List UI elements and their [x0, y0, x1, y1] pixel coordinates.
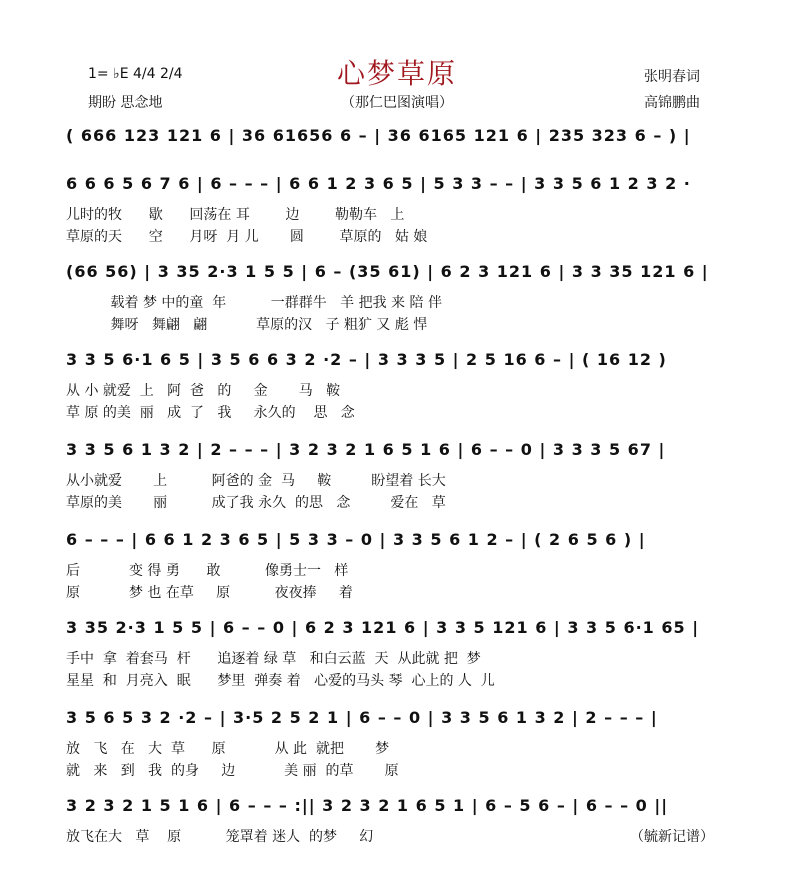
song-title: 心梦草原	[336, 57, 457, 90]
notation-line: 3 3 5 6·1 6 5 | 3 5 6 6 3 2 ·2 – | 3 3 3 5 | 2 5 16 6 – | ( 16 12 )	[66, 350, 667, 369]
notation-line: 3 35 2·3 1 5 5 | 6 – – 0 | 6 2 3 121 6 | 3 3 5 121 6 | 3 3 5 6·1 65 |	[66, 618, 700, 637]
transcriber-credit: （毓新记谱）	[630, 829, 714, 845]
lyrics-verse-1: 从小就爱 上 阿爸的 金 马 鞍 盼望着 长大	[66, 473, 446, 489]
notation-line: 3 3 5 6 1 3 2 | 2 – – – | 3 2 3 2 1 6 5 1 6 | 6 – – 0 | 3 3 3 5 67 |	[66, 440, 666, 459]
notation-line: 3 2 3 2 1 5 1 6 | 6 – – – :|| 3 2 3 2 1 6 5 1 | 6 – 5 6 – | 6 – – 0 ||	[66, 796, 669, 815]
lyrics-verse-1: 放 飞 在 大 草 原 从 此 就把 梦	[66, 741, 390, 757]
lyrics-verse-2: 就 来 到 我 的身 边 美 丽 的草 原	[66, 763, 399, 779]
lyrics-verse-1: 放飞在大 草 原 笼罩着 迷人 的梦 幻	[66, 829, 374, 845]
notation-line: 6 – – – | 6 6 1 2 3 6 5 | 5 3 3 – 0 | 3 3 5 6 1 2 – | ( 2 6 5 6 ) |	[66, 530, 646, 549]
lyricist-credit: 张明春词	[644, 69, 700, 85]
lyrics-verse-1: 儿时的牧 歇 回荡在 耳 边 勒勒车 上	[66, 207, 405, 223]
lyrics-verse-1: 后 变 得 勇 敢 像勇士一 样	[66, 563, 349, 579]
lyrics-verse-2: 草原的美 丽 成了我 永久 的思 念 爱在 草	[66, 495, 446, 511]
lyrics-verse-1: 手中 拿 着套马 杆 追逐着 绿 草 和白云蓝 天 从此就 把 梦	[66, 651, 481, 667]
expression-mark: 期盼 思念地	[88, 95, 163, 111]
performer-subtitle: （那仁巴图演唱）	[341, 95, 453, 111]
lyrics-verse-2: 舞呀 舞翩 翩 草原的汉 子 粗犷 又 彪 悍	[66, 317, 428, 333]
notation-line: (66 56) | 3 35 2·3 1 5 5 | 6 – (35 61) | 6 2 3 121 6 | 3 3 35 121 6 |	[66, 262, 709, 281]
composer-credit: 高锦鹏曲	[644, 95, 700, 111]
lyrics-verse-2: 星星 和 月亮入 眠 梦里 弹奏 着 心爱的马头 琴 心上的 人 儿	[66, 673, 495, 689]
notation-line: 3 5 6 5 3 2 ·2 – | 3·5 2 5 2 1 | 6 – – 0 | 3 3 5 6 1 3 2 | 2 – – – |	[66, 708, 658, 727]
key-signature: 1= ♭E 4/4 2/4	[88, 66, 183, 82]
lyrics-verse-2: 原 梦 也 在草 原 夜夜捧 着	[66, 585, 353, 601]
lyrics-verse-1: 从 小 就爱 上 阿 爸 的 金 马 鞍	[66, 383, 341, 399]
notation-line: 6 6 6 5 6 7 6 | 6 – – – | 6 6 1 2 3 6 5 | 5 3 3 – – | 3 3 5 6 1 2 3 2 ·	[66, 174, 691, 193]
lyrics-verse-2: 草 原 的美 丽 成 了 我 永久的 思 念	[66, 405, 355, 421]
notation-line: ( 666 123 121 6 | 36 61656 6 – | 36 6165 121 6 | 235 323 6 – ) |	[66, 126, 691, 145]
lyrics-verse-2: 草原的天 空 月呀 月 儿 圆 草原的 姑 娘	[66, 229, 428, 245]
lyrics-verse-1: 载着 梦 中的童 年 一群群牛 羊 把我 来 陪 伴	[66, 295, 442, 311]
